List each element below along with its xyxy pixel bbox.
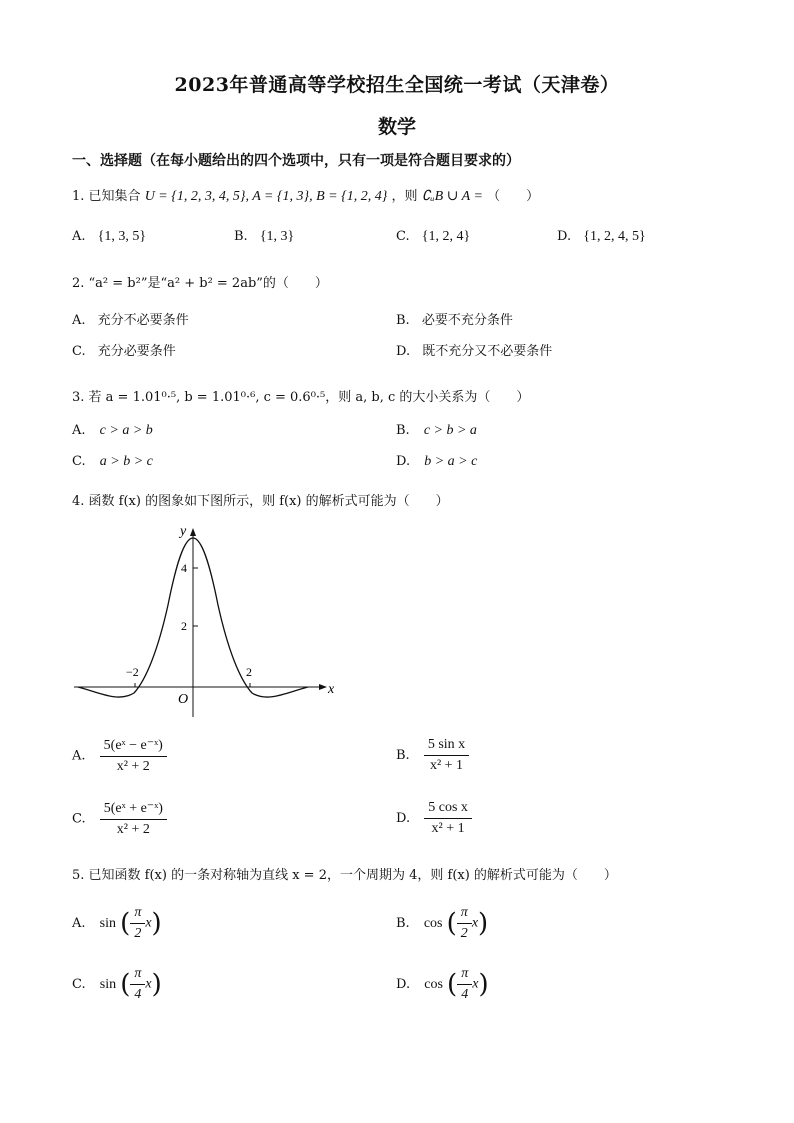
fraction [424, 737, 469, 774]
numerator: π [130, 905, 145, 924]
numerator: 5(eˣ + e⁻ˣ) [100, 800, 167, 820]
denominator: x² + 1 [429, 758, 464, 773]
right-paren: ) [478, 908, 489, 939]
q5-option-b[interactable] [396, 905, 488, 942]
option-label: D. [396, 344, 411, 359]
option-text: {1, 2, 4, 5} [583, 229, 646, 244]
fraction [457, 966, 472, 1003]
tick-label-xm2: −2 [126, 665, 139, 679]
option-text: {1, 3, 5} [97, 229, 147, 244]
option-text: a > b > c [99, 454, 153, 469]
y-axis-arrow-icon [190, 528, 196, 536]
right-paren: ) [151, 908, 162, 939]
right-paren: ) [151, 969, 162, 1000]
denominator: 4 [134, 987, 142, 1002]
function-graph [68, 520, 338, 725]
section-heading: 一、选择题（在每小题给出的四个选项中，只有一项是符合题目要求的） [72, 153, 520, 169]
option-text: b > a > c [424, 454, 478, 469]
question-1-stem [72, 185, 539, 205]
function-name: sin [99, 976, 117, 992]
q4-option-b[interactable] [396, 737, 469, 774]
question-3-stem: 3. 若 a = 1.01⁰·⁵, b = 1.01⁰·⁶, c = 0.6⁰·⁵，则 a, b, c 的大小关系为（ ） [72, 390, 530, 405]
option-text: {1, 2, 4} [421, 229, 471, 244]
fraction [100, 737, 167, 775]
exam-title: 2023年普通高等学校招生全国统一考试（天津卷） [174, 74, 620, 96]
q1-mid: ，则 [391, 189, 418, 204]
q2-option-a[interactable] [72, 309, 189, 328]
option-label: C. [72, 454, 86, 469]
option-label: B. [396, 313, 410, 328]
option-label: B. [234, 229, 248, 244]
q1-blank: （ ） [487, 189, 540, 204]
option-label: C. [72, 811, 86, 827]
tick-label-y4: 4 [181, 561, 187, 575]
fraction [457, 905, 472, 942]
option-label: A. [72, 313, 86, 328]
variable: x [471, 915, 479, 931]
option-label: D. [396, 454, 411, 469]
function-name: sin [99, 915, 117, 931]
q5-option-c[interactable] [72, 966, 162, 1003]
right-paren: ) [478, 969, 489, 1000]
q2-option-c[interactable] [72, 340, 176, 359]
option-label: D. [557, 229, 572, 244]
option-label: A. [72, 423, 86, 438]
q5-option-a[interactable] [72, 905, 162, 942]
tick-label-y2: 2 [181, 619, 187, 633]
q3-option-a[interactable] [72, 423, 153, 439]
option-label: A. [72, 916, 86, 931]
numerator: π [457, 966, 472, 985]
q1-prefix: 1. 已知集合 [72, 189, 141, 204]
option-label: B. [396, 916, 410, 931]
subject-title: 数学 [377, 116, 416, 138]
origin-label: O [178, 692, 189, 707]
option-text: 充分不必要条件 [97, 313, 189, 328]
option-text: 充分必要条件 [97, 344, 176, 359]
q4-option-d[interactable] [396, 800, 472, 837]
function-name: cos [423, 915, 443, 931]
q1-option-c[interactable] [396, 229, 470, 245]
tick-label-x2: 2 [246, 665, 252, 679]
q4-option-a[interactable] [72, 737, 167, 775]
function-name: cos [424, 976, 443, 992]
denominator: 2 [460, 926, 468, 941]
x-axis-arrow-icon [319, 684, 327, 690]
option-label: A. [72, 748, 86, 764]
q1-option-d[interactable] [557, 229, 646, 245]
variable: x [145, 976, 152, 992]
y-axis-label: y [180, 524, 187, 539]
option-label: C. [72, 977, 86, 992]
variable: x [472, 976, 479, 992]
q3-option-d[interactable] [396, 454, 477, 470]
numerator: 5 cos x [424, 800, 472, 819]
option-label: C. [396, 229, 410, 244]
q1-option-b[interactable] [234, 229, 294, 245]
option-text: 既不充分又不必要条件 [422, 344, 553, 359]
option-label: B. [396, 748, 410, 763]
q1-option-a[interactable] [72, 229, 146, 245]
q3-option-b[interactable] [396, 423, 477, 439]
left-paren: ( [446, 908, 457, 939]
fraction [424, 800, 472, 837]
question-2-stem: 2. “a² = b²”是“a² + b² = 2ab”的（ ） [72, 276, 328, 291]
option-text: 必要不充分条件 [421, 313, 513, 328]
fraction [130, 905, 145, 942]
left-paren: ( [120, 969, 131, 1000]
question-5-stem: 5. 已知函数 f(x) 的一条对称轴为直线 x = 2，一个周期为 4，则 f(x) 的解析式可能为（ ） [72, 868, 617, 883]
option-text: c > b > a [423, 423, 477, 438]
numerator: 5 sin x [424, 737, 469, 756]
option-label: D. [396, 977, 411, 992]
numerator: π [457, 905, 472, 924]
q3-option-c[interactable] [72, 454, 153, 470]
fraction [100, 800, 167, 838]
q1-sets: U = {1, 2, 3, 4, 5}, A = {1, 3}, B = {1, 2, 4} [144, 189, 388, 204]
denominator: x² + 2 [116, 822, 150, 837]
denominator: x² + 2 [116, 759, 150, 774]
option-label: A. [72, 229, 86, 244]
left-paren: ( [120, 908, 131, 939]
fraction [130, 966, 145, 1003]
option-label: C. [72, 344, 86, 359]
left-paren: ( [447, 969, 458, 1000]
denominator: 2 [134, 926, 142, 941]
numerator: π [130, 966, 145, 985]
denominator: 4 [461, 987, 469, 1002]
q5-option-d[interactable] [396, 966, 489, 1003]
option-label: B. [396, 423, 410, 438]
q4-option-c[interactable] [72, 800, 167, 838]
denominator: x² + 1 [431, 821, 465, 836]
q1-expr: ∁ᵤB ∪ A = [421, 189, 483, 204]
question-4-stem: 4. 函数 f(x) 的图象如下图所示，则 f(x) 的解析式可能为（ ） [72, 494, 449, 509]
option-label: D. [396, 811, 411, 826]
option-text: {1, 3} [259, 229, 295, 244]
q2-option-d[interactable] [396, 340, 552, 359]
numerator: 5(eˣ − e⁻ˣ) [100, 737, 167, 757]
variable: x [145, 915, 152, 931]
q2-option-b[interactable] [396, 309, 513, 328]
x-axis-label: x [328, 682, 335, 697]
option-text: c > a > b [99, 423, 153, 438]
